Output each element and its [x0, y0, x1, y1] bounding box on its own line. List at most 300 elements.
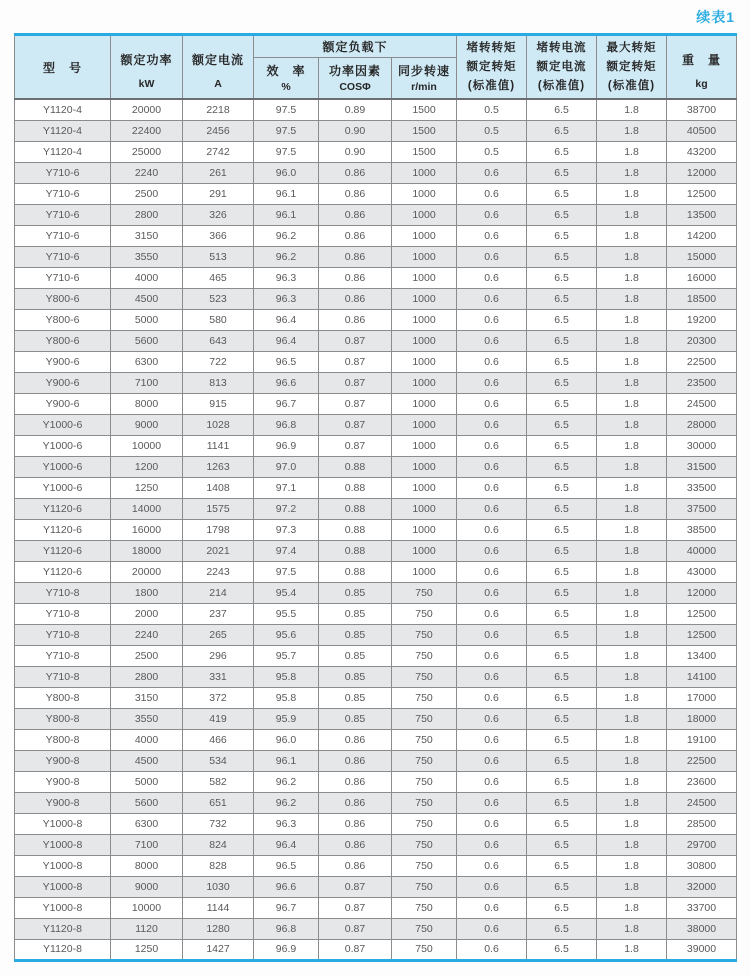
cell-locked_current_ratio_std: 6.5 — [527, 939, 597, 960]
table-row — [15, 939, 737, 960]
cell-weight_kg: 16000 — [667, 267, 737, 288]
header-sync-speed — [392, 57, 457, 99]
cell-locked_current_ratio_std: 6.5 — [527, 876, 597, 897]
table-row — [15, 897, 737, 918]
table-row — [15, 120, 737, 141]
motor-spec-table — [14, 33, 737, 962]
table-row — [15, 750, 737, 771]
cell-efficiency_pct: 96.3 — [254, 813, 319, 834]
cell-rated_current_a: 2243 — [183, 561, 254, 582]
cell-model: Y710-8 — [15, 603, 111, 624]
cell-locked_current_ratio_std: 6.5 — [527, 414, 597, 435]
cell-locked_torque_ratio_std: 0.6 — [457, 897, 527, 918]
table-row — [15, 771, 737, 792]
cell-locked_current_ratio_std: 6.5 — [527, 855, 597, 876]
cell-sync_speed_r_min: 1000 — [392, 225, 457, 246]
cell-power_factor_cos_phi: 0.85 — [319, 603, 392, 624]
table-row — [15, 855, 737, 876]
cell-locked_torque_ratio_std: 0.6 — [457, 813, 527, 834]
table-row — [15, 414, 737, 435]
cell-weight_kg: 38500 — [667, 519, 737, 540]
cell-sync_speed_r_min: 750 — [392, 729, 457, 750]
cell-efficiency_pct: 95.8 — [254, 687, 319, 708]
table-row — [15, 813, 737, 834]
cell-max_torque_ratio_std: 1.8 — [597, 372, 667, 393]
cell-max_torque_ratio_std: 1.8 — [597, 120, 667, 141]
cell-model: Y800-8 — [15, 708, 111, 729]
cell-model: Y1120-6 — [15, 540, 111, 561]
cell-efficiency_pct: 96.9 — [254, 939, 319, 960]
cell-weight_kg: 30800 — [667, 855, 737, 876]
cell-max_torque_ratio_std: 1.8 — [597, 708, 667, 729]
cell-locked_current_ratio_std: 6.5 — [527, 456, 597, 477]
cell-sync_speed_r_min: 750 — [392, 897, 457, 918]
cell-efficiency_pct: 97.5 — [254, 99, 319, 120]
cell-efficiency_pct: 97.1 — [254, 477, 319, 498]
cell-rated_current_a: 466 — [183, 729, 254, 750]
cell-locked_current_ratio_std: 6.5 — [527, 288, 597, 309]
cell-sync_speed_r_min: 750 — [392, 813, 457, 834]
cell-sync_speed_r_min: 1500 — [392, 120, 457, 141]
cell-max_torque_ratio_std: 1.8 — [597, 540, 667, 561]
cell-max_torque_ratio_std: 1.8 — [597, 687, 667, 708]
cell-max_torque_ratio_std: 1.8 — [597, 918, 667, 939]
cell-sync_speed_r_min: 750 — [392, 603, 457, 624]
cell-efficiency_pct: 96.3 — [254, 288, 319, 309]
header-rated-power-unit: kW — [138, 77, 155, 90]
cell-sync_speed_r_min: 1000 — [392, 540, 457, 561]
cell-rated_power_kw: 2500 — [111, 183, 183, 204]
cell-power_factor_cos_phi: 0.86 — [319, 225, 392, 246]
cell-locked_current_ratio_std: 6.5 — [527, 351, 597, 372]
cell-model: Y1120-4 — [15, 99, 111, 120]
table-row — [15, 624, 737, 645]
cell-weight_kg: 43200 — [667, 141, 737, 162]
cell-max_torque_ratio_std: 1.8 — [597, 519, 667, 540]
cell-model: Y1000-8 — [15, 813, 111, 834]
cell-max_torque_ratio_std: 1.8 — [597, 729, 667, 750]
cell-weight_kg: 18500 — [667, 288, 737, 309]
cell-locked_torque_ratio_std: 0.6 — [457, 246, 527, 267]
cell-max_torque_ratio_std: 1.8 — [597, 456, 667, 477]
cell-power_factor_cos_phi: 0.85 — [319, 624, 392, 645]
cell-weight_kg: 15000 — [667, 246, 737, 267]
cell-locked_torque_ratio_std: 0.6 — [457, 435, 527, 456]
cell-weight_kg: 33500 — [667, 477, 737, 498]
cell-rated_power_kw: 6300 — [111, 351, 183, 372]
cell-rated_power_kw: 2500 — [111, 645, 183, 666]
cell-rated_power_kw: 4500 — [111, 750, 183, 771]
cell-power_factor_cos_phi: 0.88 — [319, 519, 392, 540]
cell-power_factor_cos_phi: 0.86 — [319, 246, 392, 267]
cell-sync_speed_r_min: 1000 — [392, 477, 457, 498]
cell-locked_torque_ratio_std: 0.6 — [457, 351, 527, 372]
cell-sync_speed_r_min: 1000 — [392, 393, 457, 414]
cell-locked_torque_ratio_std: 0.6 — [457, 729, 527, 750]
cell-weight_kg: 12500 — [667, 624, 737, 645]
cell-sync_speed_r_min: 1000 — [392, 456, 457, 477]
cell-power_factor_cos_phi: 0.86 — [319, 834, 392, 855]
cell-power_factor_cos_phi: 0.90 — [319, 120, 392, 141]
cell-efficiency_pct: 96.4 — [254, 330, 319, 351]
cell-sync_speed_r_min: 750 — [392, 645, 457, 666]
cell-locked_torque_ratio_std: 0.6 — [457, 477, 527, 498]
cell-weight_kg: 28500 — [667, 813, 737, 834]
cell-power_factor_cos_phi: 0.87 — [319, 414, 392, 435]
cell-locked_torque_ratio_std: 0.5 — [457, 141, 527, 162]
cell-max_torque_ratio_std: 1.8 — [597, 288, 667, 309]
cell-rated_current_a: 643 — [183, 330, 254, 351]
cell-efficiency_pct: 96.0 — [254, 162, 319, 183]
cell-weight_kg: 18000 — [667, 708, 737, 729]
cell-locked_torque_ratio_std: 0.6 — [457, 414, 527, 435]
header-rated-power — [111, 35, 183, 100]
cell-efficiency_pct: 97.4 — [254, 540, 319, 561]
cell-sync_speed_r_min: 1500 — [392, 141, 457, 162]
cell-power_factor_cos_phi: 0.86 — [319, 771, 392, 792]
cell-max_torque_ratio_std: 1.8 — [597, 141, 667, 162]
header-efficiency-label: 效 率 — [266, 64, 306, 79]
cell-locked_torque_ratio_std: 0.6 — [457, 834, 527, 855]
cell-rated_current_a: 326 — [183, 204, 254, 225]
cell-rated_power_kw: 3150 — [111, 225, 183, 246]
table-row — [15, 204, 737, 225]
cell-sync_speed_r_min: 750 — [392, 624, 457, 645]
cell-sync_speed_r_min: 1000 — [392, 351, 457, 372]
cell-efficiency_pct: 96.7 — [254, 393, 319, 414]
header-locked-torque-line3: (标准值) — [467, 79, 516, 92]
cell-weight_kg: 13400 — [667, 645, 737, 666]
cell-rated_current_a: 291 — [183, 183, 254, 204]
cell-rated_current_a: 2456 — [183, 120, 254, 141]
cell-efficiency_pct: 96.8 — [254, 918, 319, 939]
cell-rated_current_a: 732 — [183, 813, 254, 834]
cell-rated_power_kw: 22400 — [111, 120, 183, 141]
cell-max_torque_ratio_std: 1.8 — [597, 897, 667, 918]
cell-efficiency_pct: 96.2 — [254, 792, 319, 813]
table-row — [15, 582, 737, 603]
cell-weight_kg: 22500 — [667, 351, 737, 372]
table-row — [15, 141, 737, 162]
cell-locked_torque_ratio_std: 0.6 — [457, 771, 527, 792]
cell-max_torque_ratio_std: 1.8 — [597, 645, 667, 666]
cell-efficiency_pct: 96.1 — [254, 750, 319, 771]
cell-sync_speed_r_min: 1000 — [392, 204, 457, 225]
cell-rated_power_kw: 25000 — [111, 141, 183, 162]
cell-power_factor_cos_phi: 0.86 — [319, 750, 392, 771]
cell-sync_speed_r_min: 1000 — [392, 246, 457, 267]
cell-weight_kg: 28000 — [667, 414, 737, 435]
cell-sync_speed_r_min: 1500 — [392, 99, 457, 120]
cell-locked_current_ratio_std: 6.5 — [527, 435, 597, 456]
header-weight-unit: kg — [695, 77, 708, 90]
cell-locked_current_ratio_std: 6.5 — [527, 582, 597, 603]
table-row — [15, 876, 737, 897]
cell-rated_current_a: 1408 — [183, 477, 254, 498]
cell-rated_current_a: 523 — [183, 288, 254, 309]
header-power-factor-unit: COSΦ — [339, 81, 371, 94]
cell-power_factor_cos_phi: 0.87 — [319, 435, 392, 456]
cell-rated_power_kw: 4500 — [111, 288, 183, 309]
cell-model: Y1000-6 — [15, 435, 111, 456]
cell-locked_current_ratio_std: 6.5 — [527, 624, 597, 645]
cell-rated_current_a: 419 — [183, 708, 254, 729]
cell-rated_current_a: 582 — [183, 771, 254, 792]
table-row — [15, 918, 737, 939]
cell-model: Y710-8 — [15, 582, 111, 603]
cell-locked_current_ratio_std: 6.5 — [527, 99, 597, 120]
cell-efficiency_pct: 97.0 — [254, 456, 319, 477]
cell-locked_current_ratio_std: 6.5 — [527, 603, 597, 624]
cell-model: Y710-6 — [15, 246, 111, 267]
cell-rated_current_a: 2021 — [183, 540, 254, 561]
cell-weight_kg: 23500 — [667, 372, 737, 393]
cell-locked_torque_ratio_std: 0.6 — [457, 561, 527, 582]
cell-power_factor_cos_phi: 0.85 — [319, 666, 392, 687]
cell-rated_current_a: 828 — [183, 855, 254, 876]
cell-locked_current_ratio_std: 6.5 — [527, 792, 597, 813]
cell-locked_torque_ratio_std: 0.5 — [457, 99, 527, 120]
cell-locked_current_ratio_std: 6.5 — [527, 120, 597, 141]
cell-power_factor_cos_phi: 0.90 — [319, 141, 392, 162]
cell-power_factor_cos_phi: 0.88 — [319, 456, 392, 477]
cell-rated_current_a: 1798 — [183, 519, 254, 540]
cell-weight_kg: 37500 — [667, 498, 737, 519]
cell-rated_power_kw: 5600 — [111, 792, 183, 813]
cell-weight_kg: 13500 — [667, 204, 737, 225]
cell-efficiency_pct: 97.5 — [254, 561, 319, 582]
cell-weight_kg: 32000 — [667, 876, 737, 897]
cell-power_factor_cos_phi: 0.86 — [319, 204, 392, 225]
cell-model: Y900-6 — [15, 372, 111, 393]
cell-weight_kg: 38000 — [667, 918, 737, 939]
cell-power_factor_cos_phi: 0.86 — [319, 813, 392, 834]
cell-efficiency_pct: 96.6 — [254, 372, 319, 393]
cell-rated_power_kw: 1250 — [111, 939, 183, 960]
cell-rated_power_kw: 5600 — [111, 330, 183, 351]
cell-weight_kg: 19200 — [667, 309, 737, 330]
table-row — [15, 687, 737, 708]
cell-locked_current_ratio_std: 6.5 — [527, 687, 597, 708]
cell-max_torque_ratio_std: 1.8 — [597, 498, 667, 519]
header-max-torque-line2: 额定转矩 — [606, 60, 657, 73]
cell-max_torque_ratio_std: 1.8 — [597, 561, 667, 582]
cell-weight_kg: 12000 — [667, 582, 737, 603]
cell-power_factor_cos_phi: 0.86 — [319, 288, 392, 309]
cell-sync_speed_r_min: 1000 — [392, 183, 457, 204]
cell-rated_current_a: 1028 — [183, 414, 254, 435]
cell-weight_kg: 14100 — [667, 666, 737, 687]
cell-rated_current_a: 2218 — [183, 99, 254, 120]
cell-locked_torque_ratio_std: 0.6 — [457, 582, 527, 603]
table-row — [15, 477, 737, 498]
table-body — [15, 99, 737, 960]
cell-max_torque_ratio_std: 1.8 — [597, 792, 667, 813]
cell-locked_torque_ratio_std: 0.6 — [457, 519, 527, 540]
cell-weight_kg: 33700 — [667, 897, 737, 918]
cell-rated_power_kw: 7100 — [111, 834, 183, 855]
table-row — [15, 330, 737, 351]
cell-model: Y1120-4 — [15, 120, 111, 141]
cell-efficiency_pct: 95.5 — [254, 603, 319, 624]
cell-rated_power_kw: 3150 — [111, 687, 183, 708]
cell-max_torque_ratio_std: 1.8 — [597, 204, 667, 225]
cell-weight_kg: 23600 — [667, 771, 737, 792]
cell-locked_current_ratio_std: 6.5 — [527, 183, 597, 204]
cell-power_factor_cos_phi: 0.86 — [319, 162, 392, 183]
table-row — [15, 309, 737, 330]
cell-efficiency_pct: 95.6 — [254, 624, 319, 645]
cell-rated_current_a: 261 — [183, 162, 254, 183]
table-row — [15, 666, 737, 687]
cell-model: Y1000-8 — [15, 897, 111, 918]
cell-locked_current_ratio_std: 6.5 — [527, 246, 597, 267]
cell-weight_kg: 31500 — [667, 456, 737, 477]
cell-power_factor_cos_phi: 0.85 — [319, 645, 392, 666]
header-rated-current-label: 额定电流 — [191, 52, 244, 67]
table-row — [15, 162, 737, 183]
cell-max_torque_ratio_std: 1.8 — [597, 351, 667, 372]
cell-model: Y1000-8 — [15, 855, 111, 876]
cell-rated_power_kw: 20000 — [111, 99, 183, 120]
cell-max_torque_ratio_std: 1.8 — [597, 813, 667, 834]
cell-rated_power_kw: 1800 — [111, 582, 183, 603]
cell-model: Y1120-8 — [15, 939, 111, 960]
header-locked-current-line2: 额定电流 — [536, 60, 587, 73]
header-rated-power-label: 额定功率 — [120, 52, 173, 67]
cell-rated_current_a: 651 — [183, 792, 254, 813]
cell-locked_torque_ratio_std: 0.6 — [457, 330, 527, 351]
cell-weight_kg: 12500 — [667, 603, 737, 624]
header-efficiency — [254, 57, 319, 99]
header-rated-current-unit: A — [214, 77, 222, 90]
cell-rated_current_a: 214 — [183, 582, 254, 603]
cell-rated_power_kw: 6300 — [111, 813, 183, 834]
cell-rated_power_kw: 3550 — [111, 708, 183, 729]
cell-locked_torque_ratio_std: 0.6 — [457, 393, 527, 414]
cell-sync_speed_r_min: 750 — [392, 876, 457, 897]
cell-locked_current_ratio_std: 6.5 — [527, 519, 597, 540]
cell-locked_current_ratio_std: 6.5 — [527, 750, 597, 771]
cell-sync_speed_r_min: 750 — [392, 687, 457, 708]
cell-locked_current_ratio_std: 6.5 — [527, 666, 597, 687]
cell-locked_current_ratio_std: 6.5 — [527, 708, 597, 729]
cell-weight_kg: 17000 — [667, 687, 737, 708]
cell-locked_torque_ratio_std: 0.6 — [457, 687, 527, 708]
cell-weight_kg: 38700 — [667, 99, 737, 120]
cell-rated_current_a: 513 — [183, 246, 254, 267]
cell-efficiency_pct: 96.2 — [254, 225, 319, 246]
header-locked-current-ratio — [527, 35, 597, 100]
header-locked-torque-ratio — [457, 35, 527, 100]
table-row — [15, 708, 737, 729]
header-weight-label: 重 量 — [682, 52, 722, 67]
cell-power_factor_cos_phi: 0.87 — [319, 330, 392, 351]
cell-locked_torque_ratio_std: 0.6 — [457, 162, 527, 183]
cell-sync_speed_r_min: 750 — [392, 708, 457, 729]
cell-power_factor_cos_phi: 0.86 — [319, 729, 392, 750]
cell-model: Y1120-8 — [15, 918, 111, 939]
cell-locked_current_ratio_std: 6.5 — [527, 834, 597, 855]
cell-efficiency_pct: 96.5 — [254, 351, 319, 372]
cell-power_factor_cos_phi: 0.88 — [319, 540, 392, 561]
cell-locked_torque_ratio_std: 0.6 — [457, 939, 527, 960]
cell-model: Y1120-6 — [15, 519, 111, 540]
cell-model: Y800-6 — [15, 309, 111, 330]
cell-weight_kg: 39000 — [667, 939, 737, 960]
cell-locked_current_ratio_std: 6.5 — [527, 897, 597, 918]
cell-efficiency_pct: 97.5 — [254, 141, 319, 162]
cell-max_torque_ratio_std: 1.8 — [597, 582, 667, 603]
cell-power_factor_cos_phi: 0.87 — [319, 876, 392, 897]
header-power-factor — [319, 57, 392, 99]
cell-sync_speed_r_min: 750 — [392, 939, 457, 960]
cell-max_torque_ratio_std: 1.8 — [597, 162, 667, 183]
cell-rated_power_kw: 3550 — [111, 246, 183, 267]
continued-table-label: 续表1 — [696, 9, 735, 25]
cell-max_torque_ratio_std: 1.8 — [597, 435, 667, 456]
cell-efficiency_pct: 95.4 — [254, 582, 319, 603]
cell-sync_speed_r_min: 750 — [392, 855, 457, 876]
cell-locked_torque_ratio_std: 0.6 — [457, 750, 527, 771]
cell-rated_power_kw: 1250 — [111, 477, 183, 498]
cell-sync_speed_r_min: 750 — [392, 666, 457, 687]
cell-rated_power_kw: 1120 — [111, 918, 183, 939]
cell-rated_current_a: 1030 — [183, 876, 254, 897]
cell-rated_current_a: 237 — [183, 603, 254, 624]
cell-model: Y900-6 — [15, 393, 111, 414]
cell-model: Y1120-6 — [15, 561, 111, 582]
cell-rated_current_a: 813 — [183, 372, 254, 393]
cell-efficiency_pct: 95.8 — [254, 666, 319, 687]
cell-efficiency_pct: 96.4 — [254, 834, 319, 855]
cell-rated_current_a: 296 — [183, 645, 254, 666]
cell-rated_power_kw: 5000 — [111, 771, 183, 792]
cell-model: Y710-6 — [15, 267, 111, 288]
cell-efficiency_pct: 96.4 — [254, 309, 319, 330]
cell-max_torque_ratio_std: 1.8 — [597, 309, 667, 330]
cell-rated_current_a: 366 — [183, 225, 254, 246]
cell-sync_speed_r_min: 1000 — [392, 519, 457, 540]
cell-rated_power_kw: 8000 — [111, 393, 183, 414]
table-row — [15, 561, 737, 582]
cell-sync_speed_r_min: 750 — [392, 771, 457, 792]
cell-locked_torque_ratio_std: 0.6 — [457, 645, 527, 666]
cell-rated_power_kw: 10000 — [111, 897, 183, 918]
cell-rated_power_kw: 16000 — [111, 519, 183, 540]
cell-locked_current_ratio_std: 6.5 — [527, 225, 597, 246]
cell-sync_speed_r_min: 1000 — [392, 498, 457, 519]
header-locked-current-line1: 堵转电流 — [536, 41, 587, 54]
cell-model: Y710-8 — [15, 624, 111, 645]
cell-rated_current_a: 1427 — [183, 939, 254, 960]
cell-locked_torque_ratio_std: 0.6 — [457, 498, 527, 519]
cell-rated_current_a: 372 — [183, 687, 254, 708]
cell-rated_current_a: 915 — [183, 393, 254, 414]
cell-locked_torque_ratio_std: 0.6 — [457, 456, 527, 477]
cell-weight_kg: 40500 — [667, 120, 737, 141]
cell-locked_torque_ratio_std: 0.6 — [457, 624, 527, 645]
cell-max_torque_ratio_std: 1.8 — [597, 267, 667, 288]
cell-locked_current_ratio_std: 6.5 — [527, 540, 597, 561]
cell-max_torque_ratio_std: 1.8 — [597, 939, 667, 960]
cell-model: Y710-8 — [15, 666, 111, 687]
cell-power_factor_cos_phi: 0.86 — [319, 792, 392, 813]
cell-rated_current_a: 1263 — [183, 456, 254, 477]
table-row — [15, 540, 737, 561]
cell-rated_power_kw: 5000 — [111, 309, 183, 330]
cell-model: Y800-8 — [15, 729, 111, 750]
